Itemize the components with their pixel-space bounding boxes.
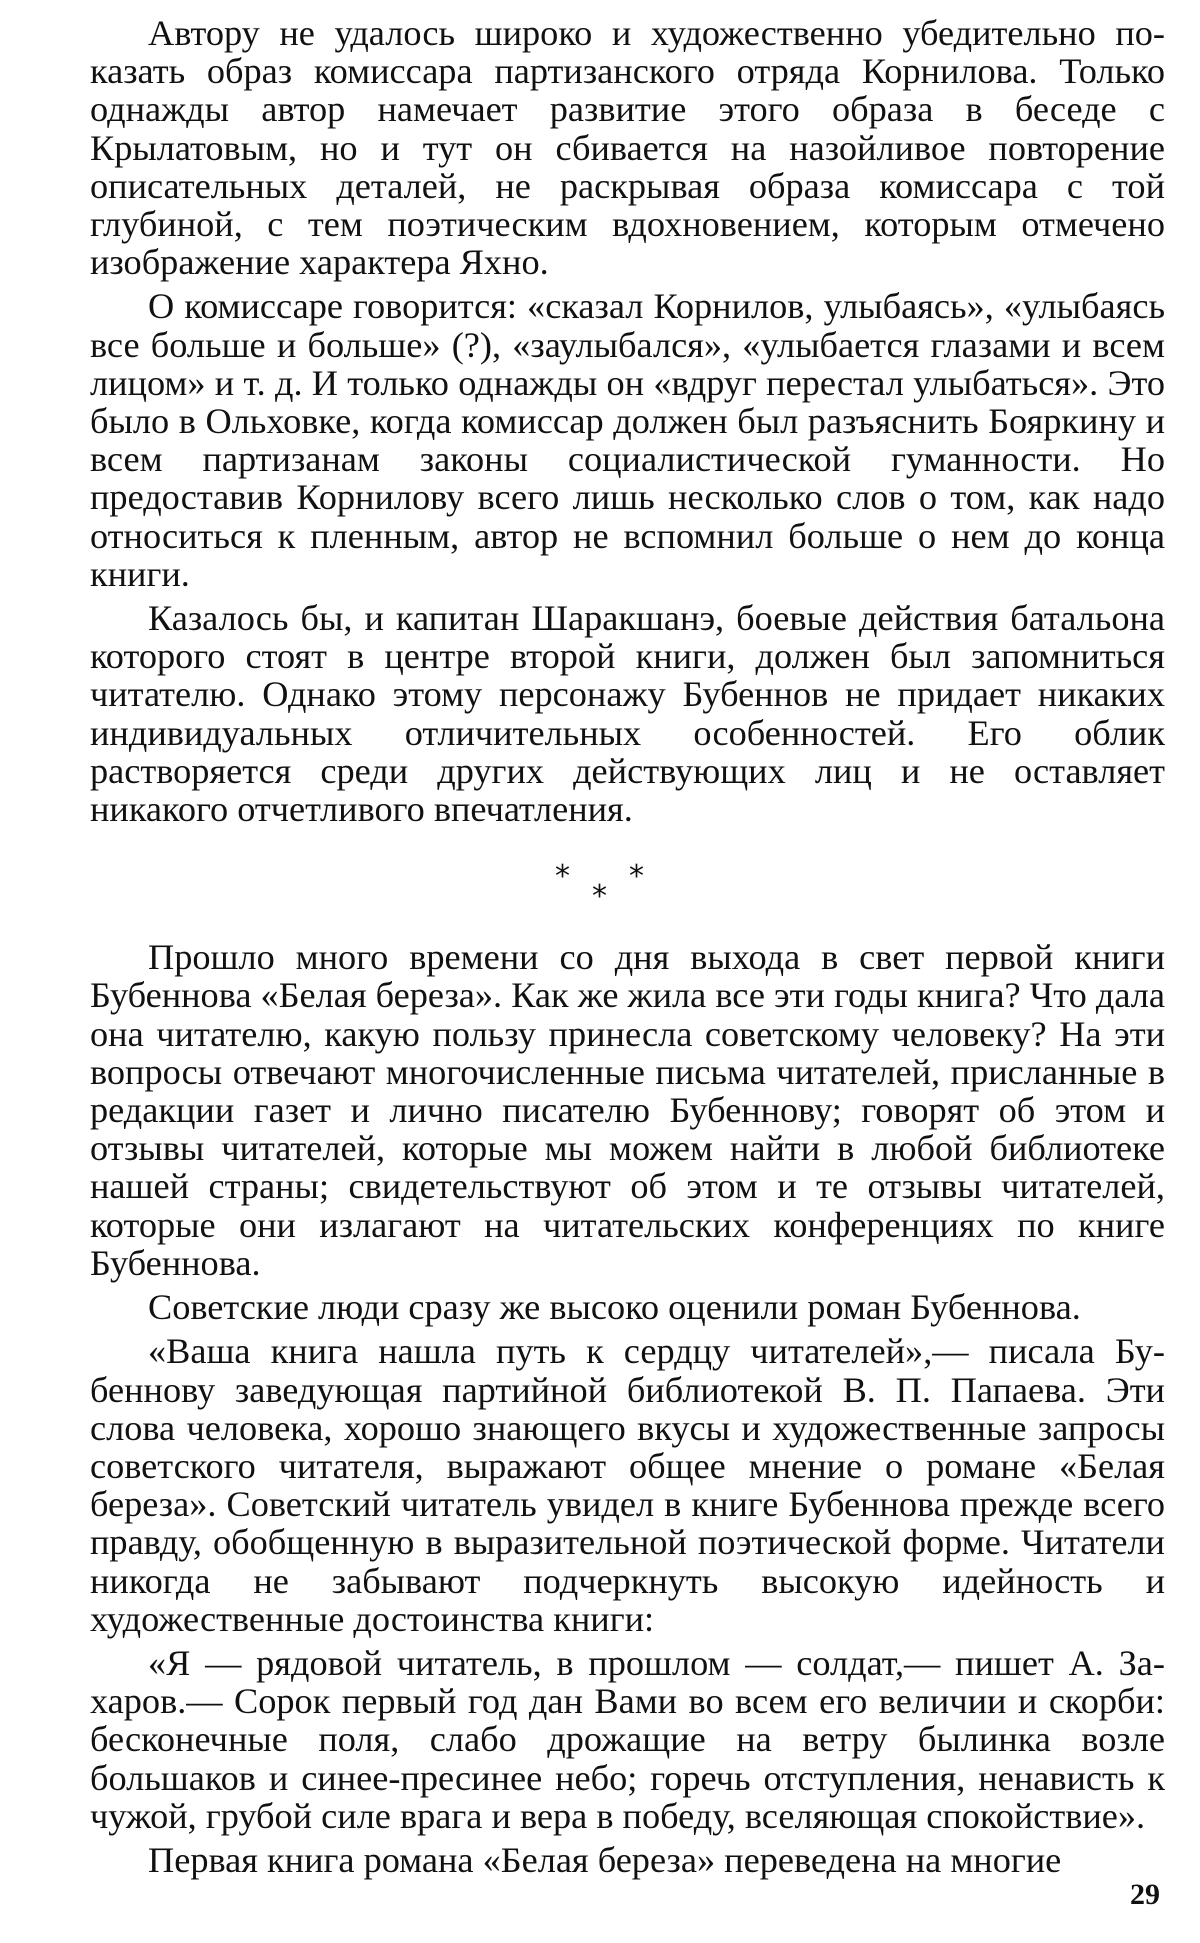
paragraph-soviet-people: Советские люди сразу же высоко оценили роман Бубеннова. [148, 1287, 1081, 1328]
paragraph-translations: Первая книга романа «Белая береза» переведена на многие [148, 1839, 1062, 1880]
paragraph-time-passed: Прошло много времени со дня выхода в свет первой книги Бубеннова «Белая береза». Как же жила все эти годы книга? Что дала она читателю, какую пользу принесла советскому человеку? На эти вопросы отвечают многочисленные письма читателей, присланные в редакции газет и лично писателю Бубеннову; говорят об этом и отзывы читателей, которые мы можем найти в любой библиотеке нашей страны; свидетельствуют об этом и те отзывы читателей, которые они излагают на читательских конференциях по книге Бубеннова. [90, 937, 1165, 1283]
separator-star-center: * [592, 879, 607, 915]
separator-star-left: * [555, 859, 570, 895]
separator-star-right: * [629, 859, 644, 895]
paragraph-letter-papaeva: «Ваша книга нашла путь к сердцу читателей»,— писала Бубеннову заведующая партийной библиотекой В. П. Папаева. Эти слова человека, хорошо знающего вкусы и художественные запросы советского читателя, выражают общее мнение о романе «Белая береза». Советский читатель увидел в книге Бубеннова прежде всего правду, обобщенную в выразительной поэтической форме. Читатели никогда не забывают подчеркнуть высокую идейность и художественные достоинства книги: [90, 1331, 1165, 1639]
paragraph-commissar-quotes: О комиссаре говорится: «сказал Корнилов, улыбаясь», «улыбаясь все больше и больше» (?), «заулыбался», «улыбается глазами и всем лицом» и т. д. И только однажды он «вдруг перестал улыбаться». Это было в Ольховке, когда комиссар должен был разъяснить Бояркину и всем партизанам законы социалистической гуманности. Но предоставив Корнилову всего лишь несколько слов о том, как надо относиться к пленным, автор не вспомнил больше о нем до конца книги. [90, 286, 1165, 594]
page-body [90, 14, 1165, 1885]
paragraph-commissar: Автору не удалось широко и художественно убедительно показать образ комиссара партизанского отряда Корнилова. Только однажды автор намечает развитие этого образа в беседе с Крылатовым, но и тут он сбивается на назойливое повторение описательных деталей, не раскрывая образа комиссара с той глубиной, с тем поэтическим вдохновением, которым отмечено изображение характера Яхно. [90, 13, 1165, 283]
paragraph-captain: Казалось бы, и капитан Шаракшанэ, боевые действия батальона которого стоят в центре второй книги, должен был запомниться читателю. Однако этому персонажу Бубеннов не придает никаких индивидуальных отличительных особенностей. Его облик растворяется среди других действующих лиц и не оставляет никакого отчетливого впечатления. [90, 598, 1165, 830]
paragraph-letter-zakharov: «Я — рядовой читатель, в прошлом — солдат,— пишет А. Захаров.— Сорок первый год дан Вами во всем его величии и скорби: бесконечные поля, слабо дрожащие на ветру былинка возле большаков и синее-пресинее небо; горечь отступления, ненависть к чужой, грубой силе врага и вера в победу, вселяющая спокойствие». [90, 1642, 1165, 1836]
page-number: 29 [1130, 1878, 1160, 1911]
section-separator [90, 852, 1165, 930]
